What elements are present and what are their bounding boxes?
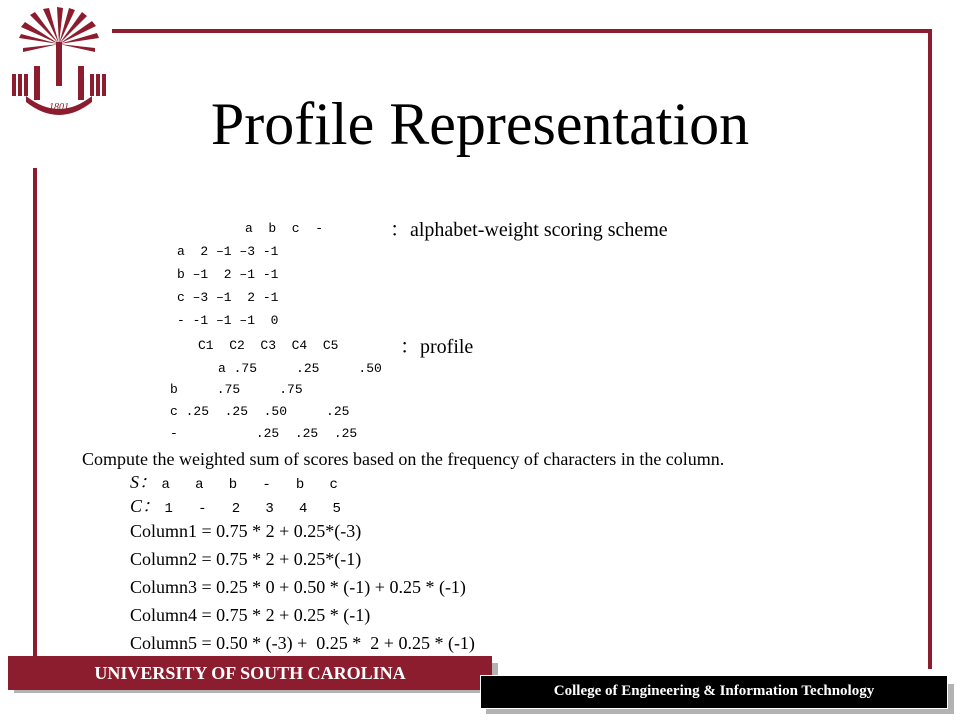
column2-formula: Column2 = 0.75 * 2 + 0.25*(-1) (130, 549, 362, 569)
profile-row-c: c .25 .25 .50 .25 (170, 404, 350, 419)
logo-year: 1801 (49, 102, 69, 113)
scoring-row-gap: - -1 –1 –1 0 (177, 313, 279, 328)
frame-left-border (33, 168, 37, 668)
s-sequence: a a b - b c (161, 477, 338, 493)
column3-formula: Column3 = 0.25 * 0 + 0.50 * (-1) + 0.25 * (-1) (130, 577, 466, 597)
profile-row-b: b .75 .75 (170, 382, 303, 397)
profile-row-a: a .75 .25 .50 (218, 361, 382, 376)
scoring-note: ：alphabet-weight scoring scheme (390, 219, 668, 241)
profile-row-gap: - .25 .25 .25 (170, 426, 358, 441)
sequence-s (130, 471, 338, 496)
scoring-header (245, 221, 323, 237)
profile-note: ：profile (400, 336, 474, 358)
scoring-header-text: a b c - (245, 221, 324, 236)
scoring-row-c: c –3 –1 2 -1 (177, 290, 279, 305)
column5-formula: Column5 = 0.50 * (-3) + 0.25 * 2 + 0.25 * (-1) (130, 633, 475, 653)
scoring-row-b: b –1 2 –1 -1 (177, 267, 279, 282)
profile-header: C1 C2 C3 C4 C5 (198, 338, 339, 353)
s-label: S： (130, 472, 157, 492)
c-sequence: 1 - 2 3 4 5 (164, 501, 341, 517)
c-label: C： (130, 496, 161, 516)
frame-top-border (112, 29, 932, 33)
column1-formula: Column1 = 0.75 * 2 + 0.25*(-3) (130, 521, 362, 541)
scoring-row-a: a 2 –1 –3 -1 (177, 244, 279, 259)
description-text: Compute the weighted sum of scores based on the frequency of characters in the column. (82, 449, 725, 469)
sequence-c (130, 495, 341, 520)
college-banner: College of Engineering & Information Technology (480, 675, 948, 709)
university-banner: UNIVERSITY OF SOUTH CAROLINA (8, 656, 492, 690)
column4-formula: Column4 = 0.75 * 2 + 0.25 * (-1) (130, 605, 371, 625)
page-title: Profile Representation (210, 91, 750, 157)
